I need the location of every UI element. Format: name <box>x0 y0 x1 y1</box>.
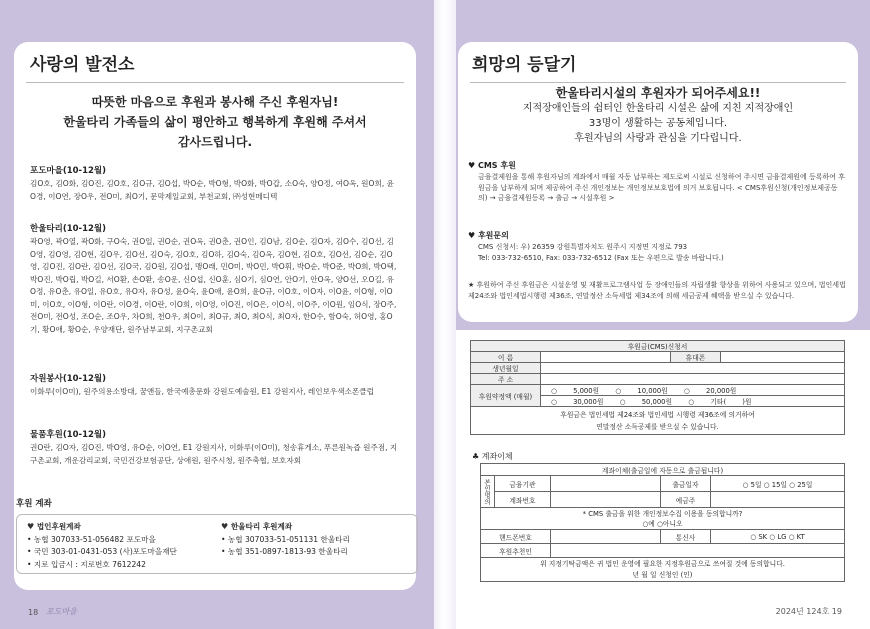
account-line: • 농협 307033-51-051131 한울타리 <box>221 534 350 544</box>
account-group-title: 법인후원계좌 <box>36 522 81 531</box>
lead-line: 지적장애인들의 쉼터인 한울타리 시설은 삶에 지친 지적장애인 <box>522 103 794 114</box>
sponsor-lead <box>464 86 852 146</box>
section-heading: 포도마을(10-12월) <box>30 166 107 176</box>
depositor-label: 예금주 <box>661 492 711 508</box>
carrier-options[interactable]: ○ SK ○ LG ○ KT <box>711 530 845 544</box>
amount-option[interactable]: ○ 10,000원 <box>615 387 668 395</box>
withdraw-day-options[interactable]: ○ 5일 ○ 15일 ○ 25일 <box>711 476 845 492</box>
account-transfer-heading: ♣ 계좌이체 <box>472 452 513 461</box>
amount-option[interactable]: ○ 20,000원 <box>683 387 737 395</box>
page-number: 2024년 124호 19 <box>775 607 842 616</box>
account-number-label: 계좌번호 <box>495 492 551 508</box>
address-label: 주 소 <box>471 374 541 385</box>
cms-application-form <box>470 340 845 435</box>
cms-text: 금융결제원을 통해 후원자님의 계좌에서 매월 자동 납부하는 제도로써 시설로 신청하여 주시면 금융결제원에 등록하여 후원금을 납부하게 되며 제공하여 주신 개인정보는 개인정보보호법에 의거 보호됩니다. < CMS후원신청(개인정보제공동의) → 금융결제원등록 → 출금 → 시설후원 > <box>478 173 846 202</box>
owner-label: 본인명의 <box>481 476 495 508</box>
inquiry-heading: ♥ 후원문의 <box>468 231 509 240</box>
section-text: 이화루(이O미), 원주의용소방대, 꿈앤들, 한국예총문화 강원도예술원, E1 강원지사, 레인보우색소폰클럽 <box>30 387 374 396</box>
page-gutter <box>434 0 456 629</box>
amount-option[interactable]: ○ 50,000원 <box>619 398 673 406</box>
account-line: • 지로 입금시 : 지로번호 7612242 <box>27 559 146 569</box>
lead-line: 감사드립니다. <box>177 135 253 149</box>
account-number-field[interactable] <box>551 492 661 508</box>
bank-label: 금융기관 <box>495 476 551 492</box>
lead-line: 33명이 생활하는 공동체입니다. <box>588 118 728 129</box>
inquiry-text <box>478 242 846 263</box>
mobile-label: 핸드폰번호 <box>481 530 551 544</box>
consent-question: * CMS 출금을 위한 개인정보수집 이용을 동의합니까? <box>582 509 743 518</box>
hanultari-accounts <box>221 521 407 567</box>
love-power-card <box>14 42 416 590</box>
logo: 포도마을 <box>46 607 77 616</box>
heart-icon: ♥ <box>27 522 35 531</box>
donation-accounts-box <box>16 514 418 574</box>
title-divider <box>26 82 404 83</box>
heart-icon: ♥ <box>221 522 229 531</box>
left-page-title: 사랑의 발전소 <box>30 55 135 75</box>
lead-line: 후원자님의 사랑과 관심을 기다립니다. <box>574 133 742 144</box>
carrier-label: 통신사 <box>661 530 711 544</box>
consent-options[interactable]: ○예 ○아니오 <box>642 519 683 528</box>
name-field[interactable] <box>541 352 671 363</box>
auto-withdraw-title: 계좌이체(출금일에 자동으로 출금됩니다) <box>481 464 845 476</box>
inquiry-line: CMS 신청서: 우) 26359 강원특별자치도 원주시 지정면 지정로 793 <box>478 243 688 251</box>
withdraw-day-label: 출금일자 <box>661 476 711 492</box>
name-label: 이 름 <box>471 352 541 363</box>
signature-line[interactable]: 년 월 일 신청인 (인) <box>632 570 693 579</box>
bank-field[interactable] <box>551 476 661 492</box>
section-text: 김O호, 김O화, 김O진, 김O호, 김O규, 김O섭, 박O순, 박O형, 박O화, 박O갑, 소O숙, 양O정, 여O옥, 원O희, 윤O경, 이O연, 장O우, 전O미, 최O기, 문막제일교회, 부천교회, ㈜성현메디텍 <box>30 179 394 201</box>
form-title: 후원금(CMS)신청서 <box>471 341 845 352</box>
section-text: 권O란, 김O자, 김O진, 박O영, 유O순, 이O연, E1 강원지사, 이화루(이O미), 청송휴게소, 푸른원녹즙 원주점, 지구촌교회, 개운감리교회, 국민건강보험공단, 상애원, 원주시청, 원주축협, 보호자회 <box>30 443 398 465</box>
amount-label: 후원약정액 (매월) <box>471 385 541 407</box>
final-agreement: 위 지정기탁금액은 귀 법인 운영에 필요한 지정후원금으로 쓰여질 것에 동의합니다. 년 월 일 신청인 (인) <box>481 558 845 582</box>
form-tax-note: 후원금은 법인세법 제24조와 법인세법 시행령 제36조에 의거하여 연말정산 소득공제를 받으실 수 있습니다. <box>471 407 845 435</box>
account-transfer-form <box>480 463 845 582</box>
phone-label: 휴대폰 <box>671 352 721 363</box>
recommender-label: 후원추천인 <box>481 544 551 558</box>
donation-accounts-heading: 후원 계좌 <box>16 499 52 509</box>
section-heading: 한울타리(10-12월) <box>30 224 107 234</box>
inquiry-line: Tel: 033-732-6510, Fax: 033-732-6512 (Fax 또는 우편으로 발송 바랍니다.) <box>478 253 724 262</box>
amount-option[interactable]: ○ 5,000원 <box>551 387 600 395</box>
right-page-title: 희망의 등달기 <box>472 55 577 75</box>
phone-field[interactable] <box>721 352 845 363</box>
section-heading: 자원봉사(10-12월) <box>30 374 107 384</box>
account-line: • 농협 307033-51-056482 포도마을 <box>27 534 156 544</box>
birth-field[interactable] <box>541 363 845 374</box>
page-number: 18 <box>28 608 39 617</box>
thanks-lead <box>24 92 406 152</box>
tax-benefit-note: ★ 후원하여 주신 후원금은 시설운영 및 재활프로그램사업 등 장애인들의 자립생활 향상을 위하여 사용되고 있으며, 법인세법 제24조와 법인세법시행령 제36조, 연말정산 소득세법 제34조에 의해 세금공제 혜택을 받으실 수 있습니다. <box>468 281 846 300</box>
address-field[interactable] <box>541 374 845 385</box>
lead-headline: 한울타리시설의 후원자가 되어주세요!! <box>555 86 761 100</box>
birth-label: 생년월일 <box>471 363 541 374</box>
recommender-field[interactable] <box>551 544 845 558</box>
consent-row <box>481 508 845 530</box>
left-page <box>0 0 434 629</box>
section-text: 곽O영, 곽O열, 곽O화, 구O숙, 권O일, 권O순, 권O옥, 권O춘, 권O인, 김O남, 김O순, 김O자, 김O수, 김O선, 김O영, 김O영, 김O현, 김O우, 김O선, 김O숙, 김O호, 김O하, 김O숙, 김O옥, 김O현, 김O호, 김O선, 김O순, 김O영, 김O진, 김O란, 김O선, 김O국, 김O원, 김O섭, 맹O래, 민O미, 박O민, 박O휘, 박O순, 박O준, 박O희, 박O택, 박O진, 박O립, 박O길, 서O환, 손O환, 송O운, 신O섭, 신O훈, 심O기, 심O연, 안O기, 안O옥, 양O선, 오O길, 유O정, 유O춘, 유O일, 유O호, 유O자, 유O성, 윤O숙, 윤O애, 윤O희, 윤O규, 이O호, 이O자, 이O윤, 이O형, 이O미, 이O호, 이O형, 이O란, 이O경, 이O란, 이O희, 이O영, 이O진, 이O은, 이O식, 이O주, 이O원, 임O식, 장O주, 전O미, 전O성, 조O순, 조O우, 차O희, 천O우, 최O이, 최O규, 최O, 최O식, 최O자, 한O수, 함O숙, 허O영, 홍O기, 황O애, 황O순, 우양재단, 원주남부교회, 지구촌교회 <box>30 237 397 334</box>
section-heading: 물품후원(10-12월) <box>30 430 107 440</box>
cms-heading: ♥ CMS 후원 <box>468 161 516 170</box>
depositor-field[interactable] <box>711 492 845 508</box>
mobile-field[interactable] <box>551 530 661 544</box>
right-page <box>456 0 870 629</box>
lead-line: 한울타리 가족들의 삶이 평안하고 행복하게 후원해 주셔서 <box>63 115 367 129</box>
account-line: • 농협 351-0897-1813-93 한울타리 <box>221 547 348 556</box>
hope-card <box>458 42 858 322</box>
account-group-title: 한울타리 후원계좌 <box>230 522 293 531</box>
title-divider <box>470 82 846 83</box>
corporate-accounts <box>27 521 213 567</box>
account-line: • 국민 303-01-0431-053 (사)포도마을재단 <box>27 547 177 556</box>
lead-line: 따뜻한 마음으로 후원과 봉사해 주신 후원자님! <box>91 95 339 109</box>
amount-option[interactable]: ○ 기타( )원 <box>688 398 752 406</box>
amount-option[interactable]: ○ 30,000원 <box>551 398 604 406</box>
